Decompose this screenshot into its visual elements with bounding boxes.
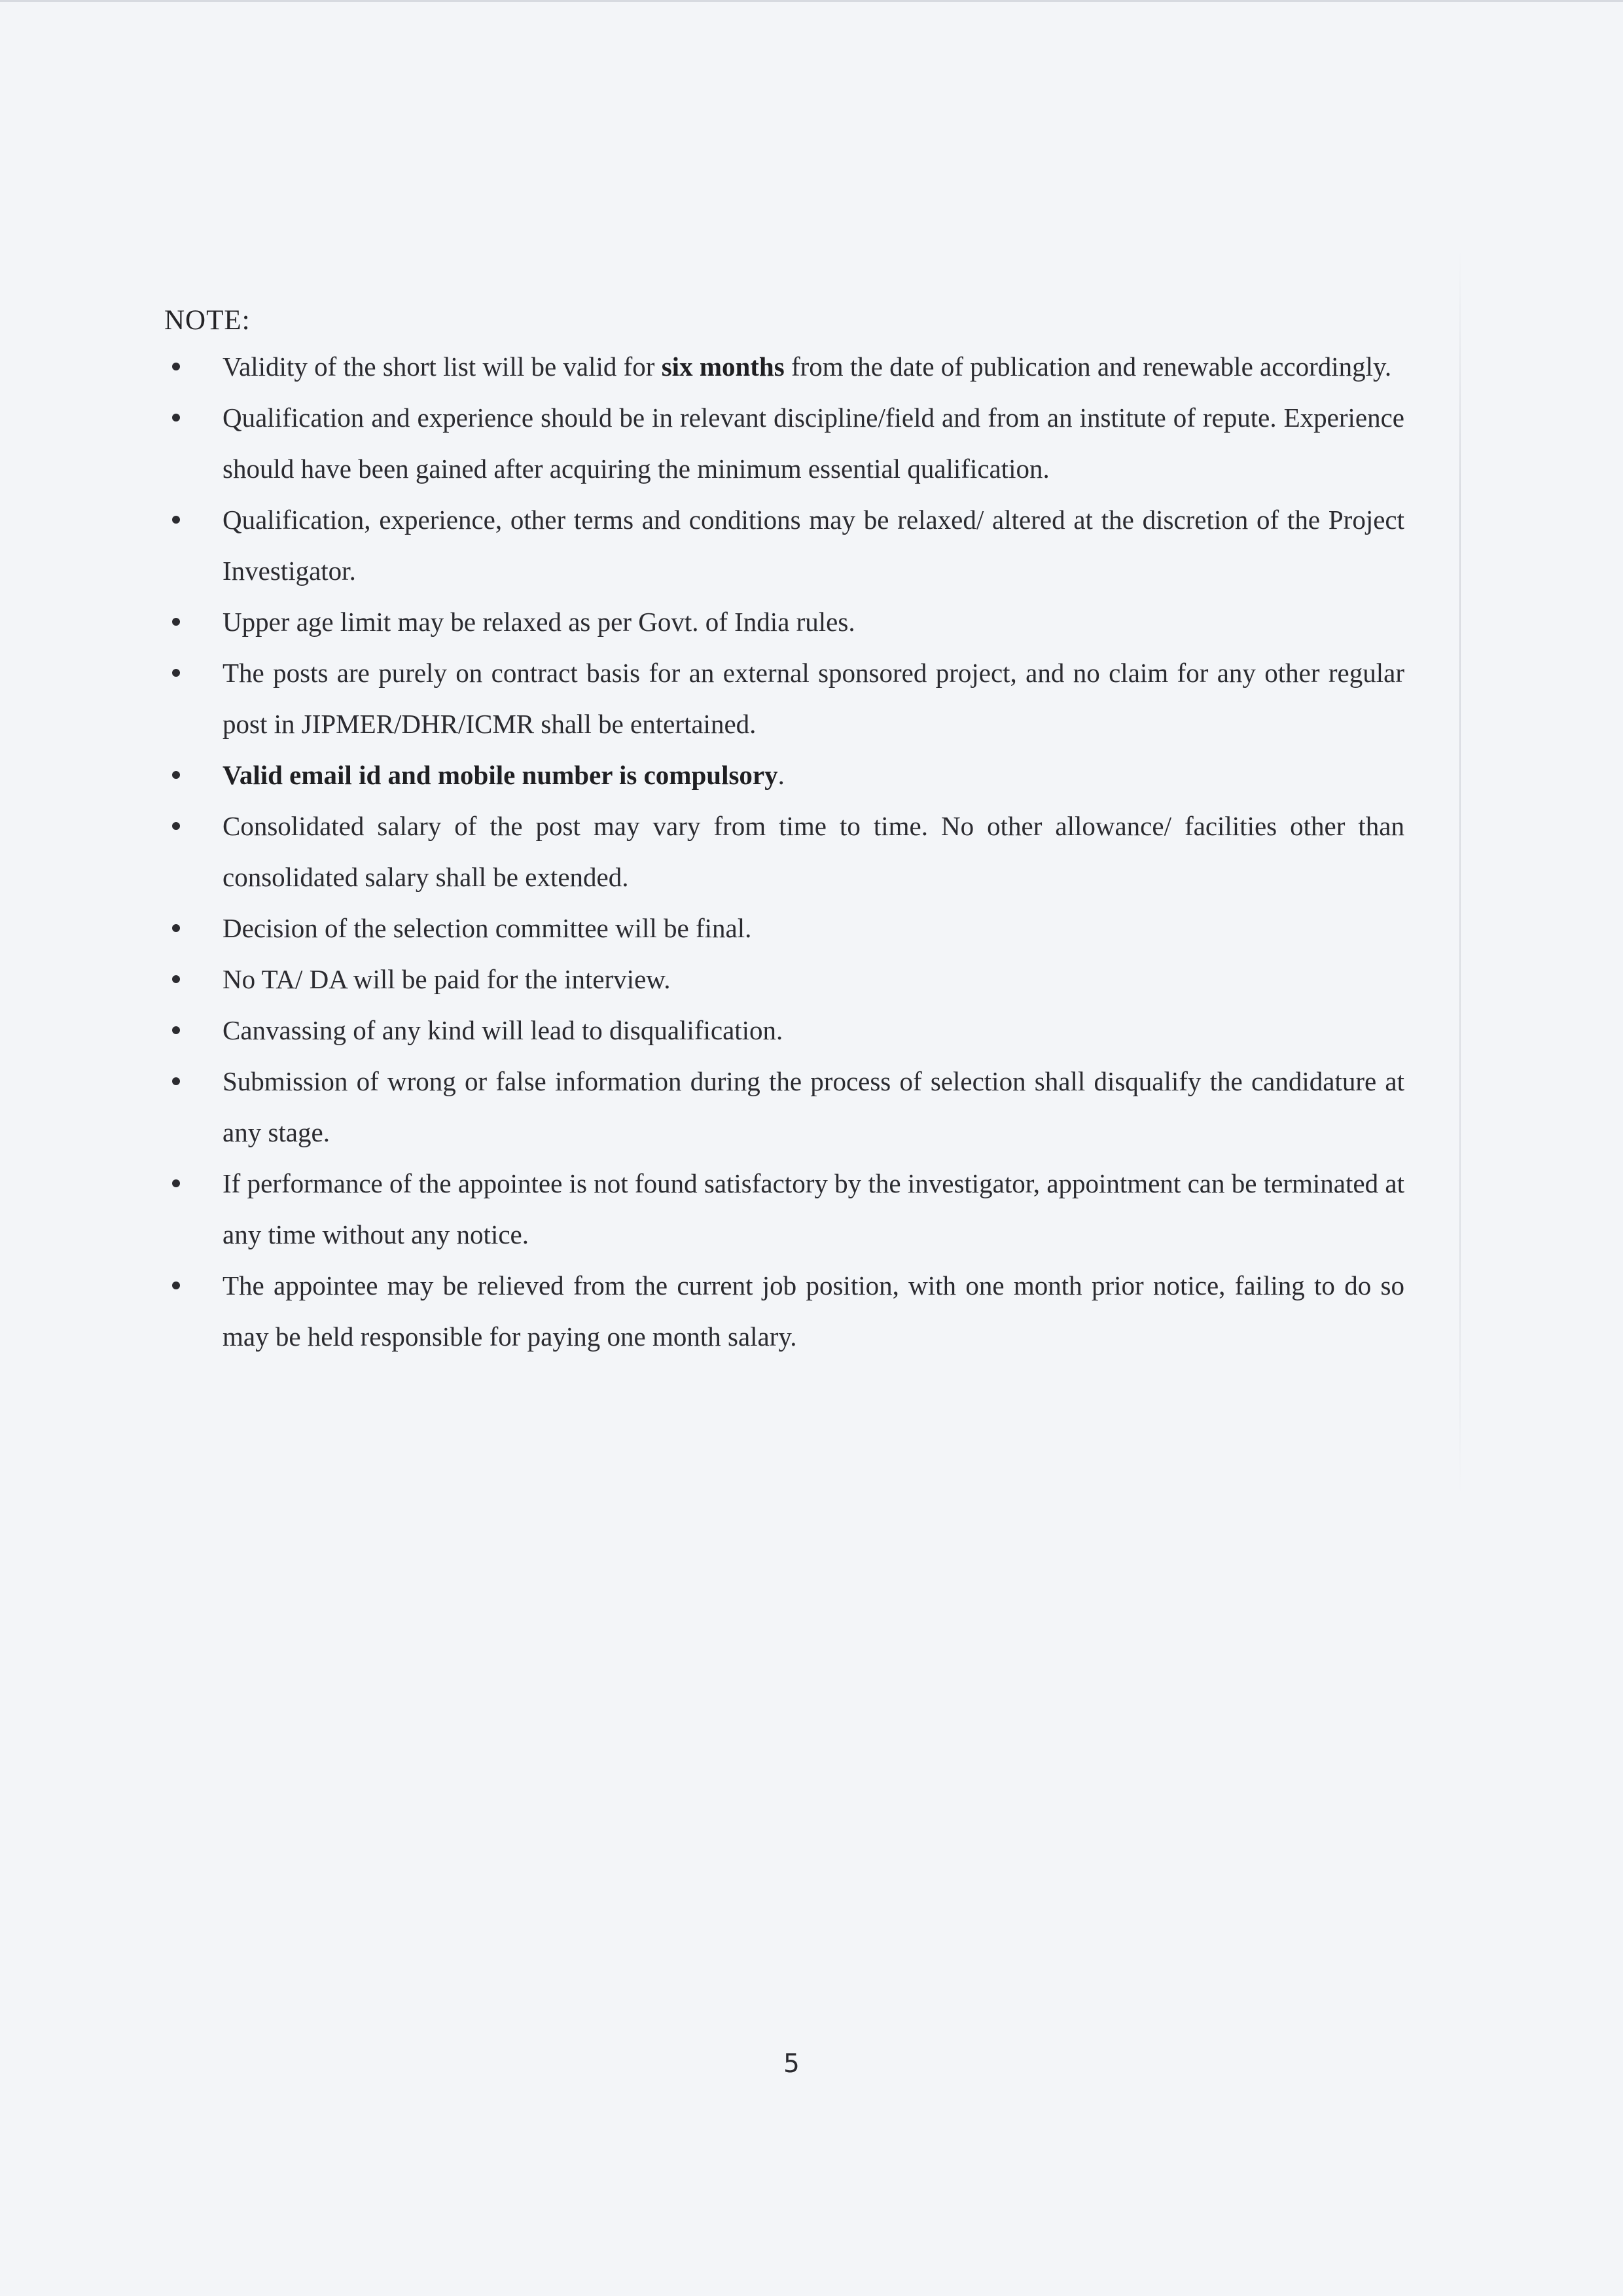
bullet-icon	[172, 975, 180, 983]
note-text: The posts are purely on contract basis for an external sponsored project, and no claim for any other regular post in JIPMER/DHR/ICMR shall be entertained.	[223, 658, 1404, 739]
bullet-icon	[172, 1282, 180, 1289]
note-text: Qualification, experience, other terms and conditions may be relaxed/ altered at the discretion of the Project Investigator.	[223, 505, 1404, 586]
note-text: Validity of the short list will be valid for	[223, 351, 662, 382]
note-item	[164, 494, 1404, 596]
note-text: Qualification and experience should be in relevant discipline/field and from an institute of repute. Experience should have been gained after acquiring the minimum essential qualification.	[223, 403, 1404, 484]
bullet-icon	[172, 618, 180, 626]
bullet-icon	[172, 924, 180, 932]
note-item	[164, 1056, 1404, 1158]
bullet-icon	[172, 771, 180, 779]
note-item	[164, 749, 1404, 800]
note-list	[164, 341, 1404, 1362]
bullet-icon	[172, 363, 180, 370]
note-item	[164, 800, 1404, 903]
note-text: Consolidated salary of the post may vary from time to time. No other allowance/ facilities other than consolidated salary shall be extended.	[223, 811, 1404, 892]
bullet-icon	[172, 516, 180, 524]
bullet-icon	[172, 669, 180, 677]
note-item	[164, 341, 1404, 392]
scan-edge-shadow	[1459, 251, 1461, 1494]
note-item	[164, 596, 1404, 647]
note-item	[164, 954, 1404, 1005]
note-text: If performance of the appointee is not found satisfactory by the investigator, appointment can be terminated at any time without any notice.	[223, 1168, 1404, 1249]
note-item	[164, 1260, 1404, 1362]
note-text: No TA/ DA will be paid for the interview.	[223, 964, 671, 994]
note-text: Upper age limit may be relaxed as per Govt. of India rules.	[223, 607, 855, 637]
bullet-icon	[172, 1026, 180, 1034]
note-bold-text: six months	[661, 351, 785, 382]
note-text: The appointee may be relieved from the current job position, with one month prior notice, failing to do so may be held responsible for paying one month salary.	[223, 1270, 1404, 1352]
note-item	[164, 647, 1404, 749]
note-item	[164, 1005, 1404, 1056]
note-bold-text: Valid email id and mobile number is compulsory	[223, 760, 778, 790]
bullet-icon	[172, 414, 180, 422]
note-item	[164, 903, 1404, 954]
note-text: Submission of wrong or false information during the process of selection shall disqualify the candidature at any stage.	[223, 1066, 1404, 1147]
note-text: .	[777, 760, 785, 790]
note-heading: NOTE:	[164, 305, 251, 336]
note-text: from the date of publication and renewable accordingly.	[784, 351, 1392, 382]
note-text: Decision of the selection committee will be final.	[223, 913, 752, 943]
page-number: 5	[783, 2049, 800, 2079]
note-item	[164, 1158, 1404, 1260]
note-text: Canvassing of any kind will lead to disqualification.	[223, 1015, 783, 1045]
bullet-icon	[172, 1179, 180, 1187]
bullet-icon	[172, 1077, 180, 1085]
bullet-icon	[172, 822, 180, 830]
note-item	[164, 392, 1404, 494]
